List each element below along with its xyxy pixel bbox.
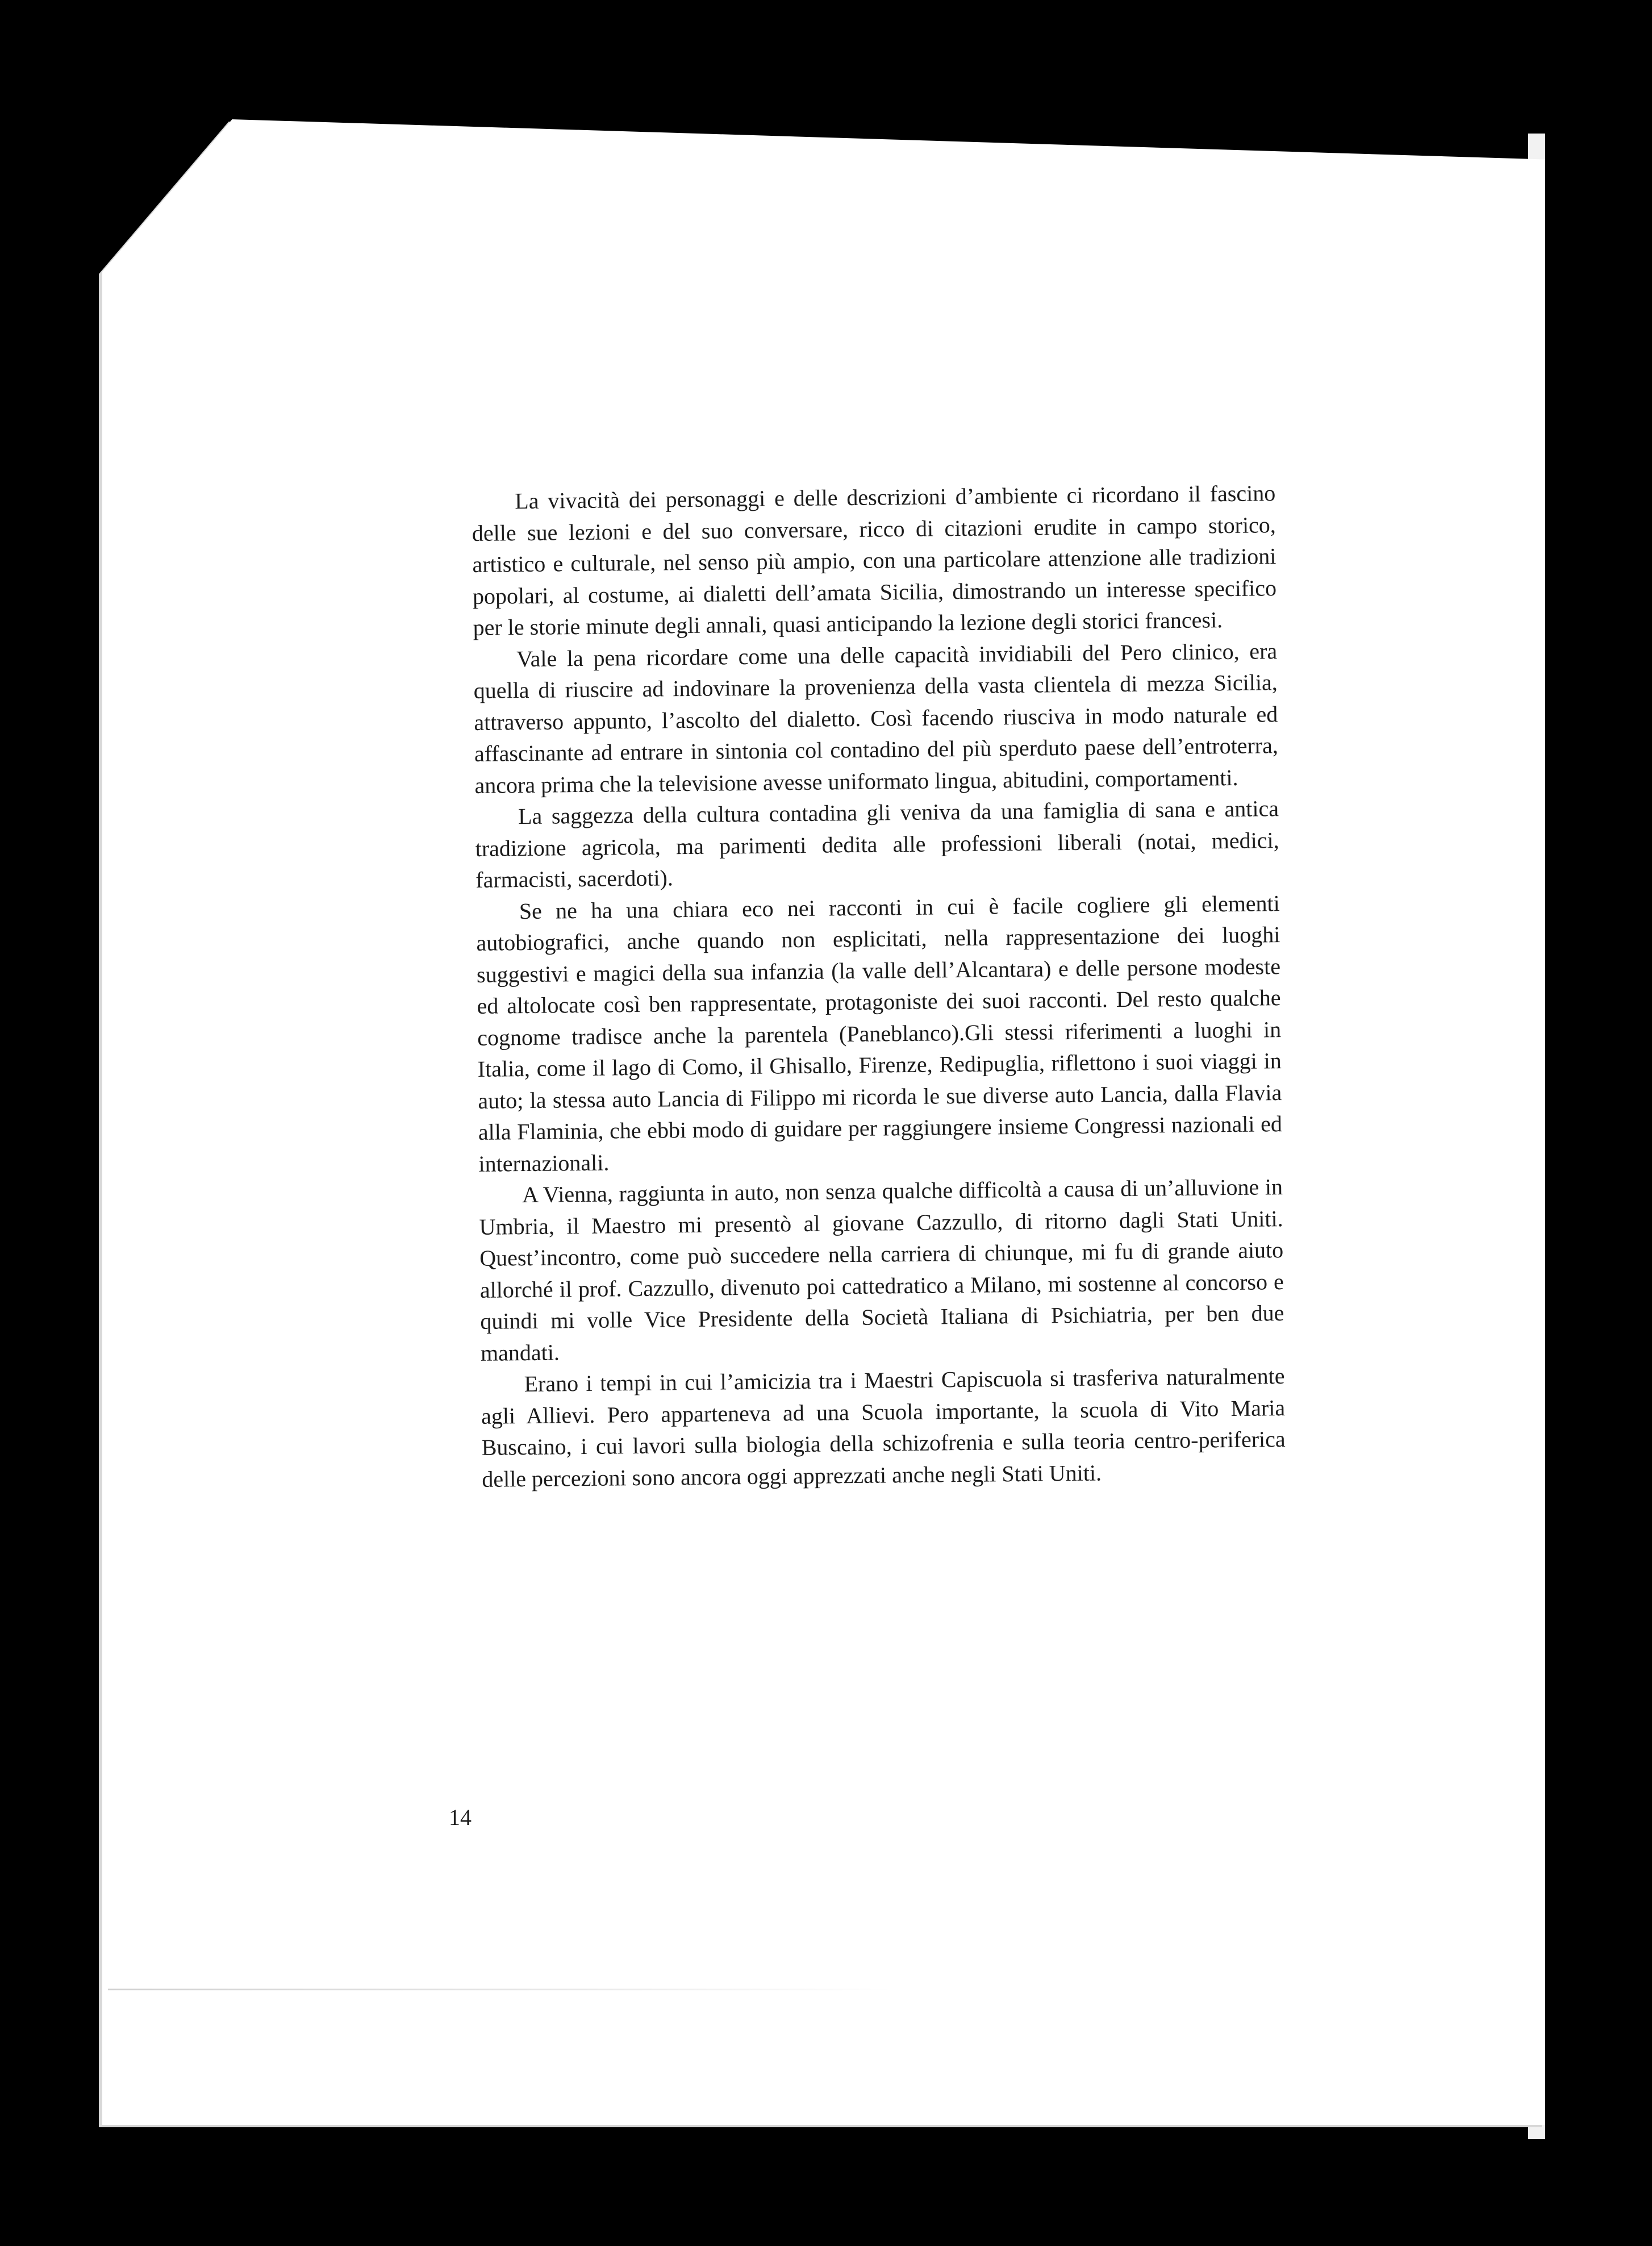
paragraph: La vivacità dei personaggi e delle descrizioni d’ambiente ci ricordano il fascino delle sue lezioni e del suo conversare, ricco di citazioni erudite in campo storico, artistico e culturale, nel senso più ampio, con una particolare attenzione alle tradizioni popolari, al costume, ai dialetti dell’amata Sicilia, dimostrando un interesse specifico per le storie minute degli annali, quasi anticipando la lezione degli storici francesi. <box>472 480 1277 640</box>
paragraph: Vale la pena ricordare come una delle capacità invidiabili del Pero clinico, era quella di riuscire ad indovinare la provenienza della vasta clientela di mezza Sicilia, attraverso appunto, l’ascolto del dialetto. Così facendo riusciva in modo naturale ed affascinante ad entrare in sintonia col contadino del più sperduto paese dell’entroterra, ancora prima che la televisione avesse uniformato lingua, abitudini, comportamenti. <box>473 637 1279 798</box>
paragraph: Se ne ha una chiara eco nei racconti in cui è facile cogliere gli elementi autobiografici, anche quando non esplicitati, nella rappresentazione dei luoghi suggestivi e magici della sua infanzia (la valle dell’Alcantara) e delle persone modeste ed altolocate così ben rappresentate, protagoniste dei suoi racconti. Del resto qualche cognome tradisce anche la parentela (Paneblanco).Gli stessi riferimenti a luoghi in Italia, come il lago di Como, il Ghisallo, Firenze, Redipuglia, riflettono i suoi viaggi in auto; la stessa auto Lancia di Filippo mi ricorda le sue diverse auto Lancia, dalla Flavia alla Flaminia, che ebbi modo di guidare per raggiungere insieme Congressi nazionali ed internazionali. <box>476 890 1283 1177</box>
paragraph: A Vienna, raggiunta in auto, non senza qualche difficoltà a causa di un’alluvione in Umbria, il Maestro mi presentò al giovane Cazzullo, di ritorno dagli Stati Uniti. Quest’incontro, come può succedere nella carriera di chiunque, mi fu di grande aiuto allorché il prof. Cazzullo, divenuto poi cattedratico a Milano, mi sostenne al concorso e quindi mi volle Vice Presidente della Società Italiana di Psichiatria, per ben due mandati. <box>479 1174 1284 1366</box>
scan-artifact-line <box>108 1989 892 1990</box>
body-text <box>472 477 1286 1495</box>
paragraph: Erano i tempi in cui l’amicizia tra i Maestri Capiscuola si trasferiva naturalmente agli Allievi. Pero apparteneva ad una Scuola importante, la scuola di Vito Maria Buscaino, i cui lavori sulla biologia della schizofrenia e sulla teoria centro-periferica delle percezioni sono ancora oggi apprezzati anche negli Stati Uniti. <box>481 1363 1286 1492</box>
page-number: 14 <box>449 1805 472 1830</box>
paragraph: La saggezza della cultura contadina gli veniva da una famiglia di sana e antica tradizione agricola, ma parimenti dedita alle professioni liberali (notai, medici, farmacisti, sacerdoti). <box>475 795 1279 893</box>
